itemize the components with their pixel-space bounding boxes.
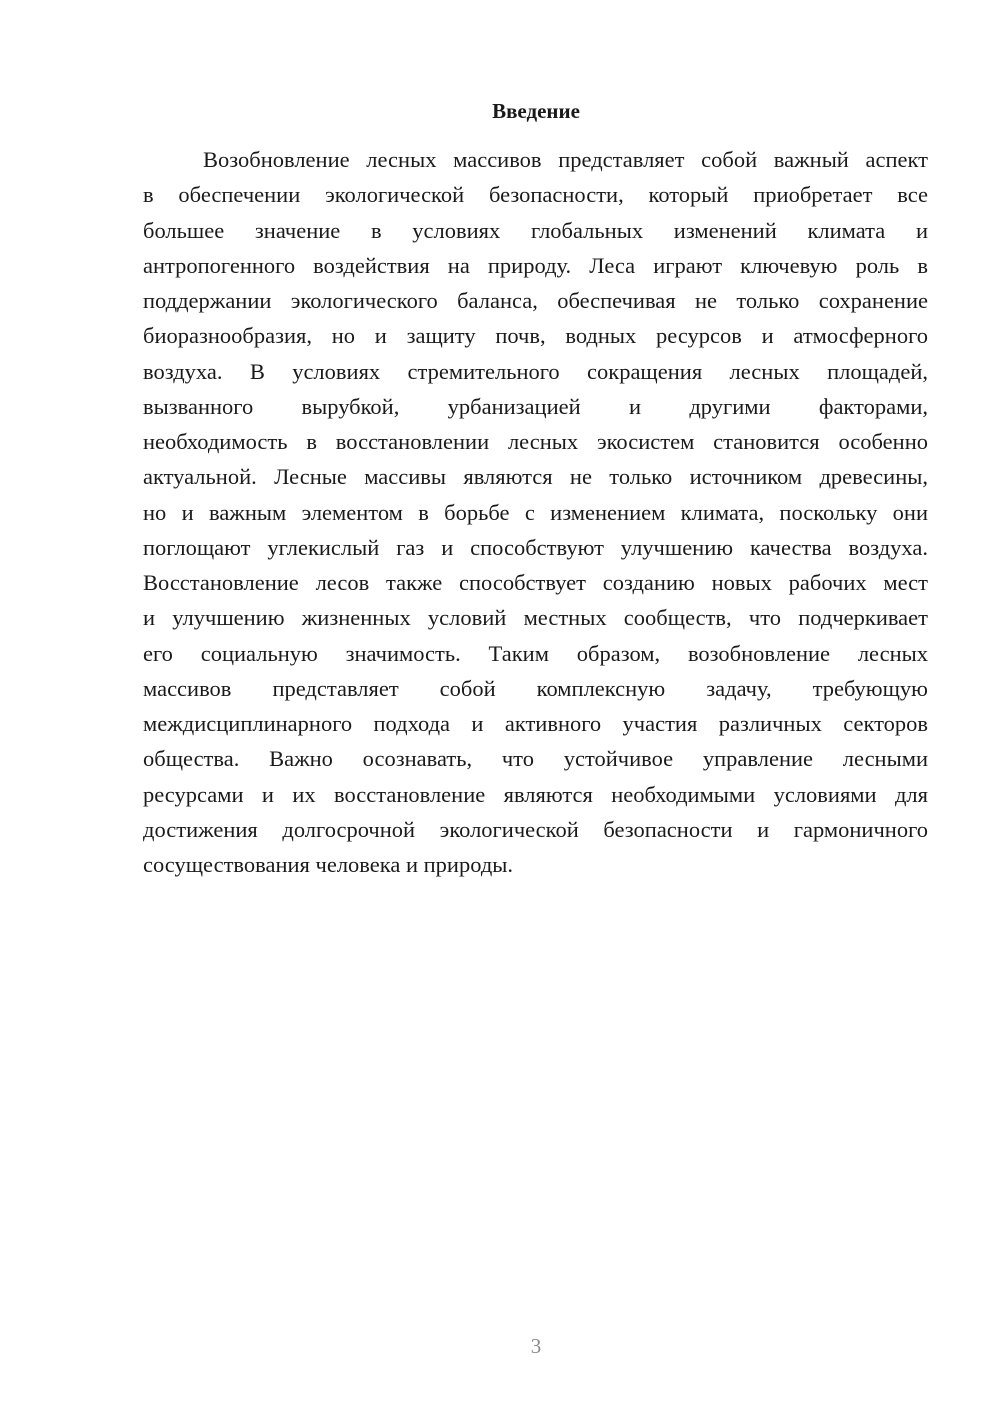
paragraph-line: Возобновление лесных массивов представляет собой важный аспект	[203, 147, 928, 172]
paragraph-line: достижения долгосрочной экологической безопасности и гармоничного	[143, 816, 928, 842]
paragraph-line: биоразнообразия, но и защиту почв, водных ресурсов и атмосферного	[143, 323, 928, 349]
paragraph-line: междисциплинарного подхода и активного участия различных секторов	[143, 711, 928, 736]
paragraph-line: массивов представляет собой комплексную задачу, требующую	[143, 675, 928, 701]
paragraph-line: вызванного вырубкой, урбанизацией и другими факторами,	[143, 393, 928, 419]
paragraph-line: поглощают углекислый газ и способствуют улучшению качества воздуха.	[143, 534, 928, 560]
body-paragraph	[143, 142, 928, 882]
paragraph-line: Восстановление лесов также способствует созданию новых рабочих мест	[143, 570, 928, 595]
paragraph-line: поддержании экологического баланса, обеспечивая не только сохранение	[143, 288, 928, 313]
paragraph-line: его социальную значимость. Таким образом, возобновление лесных	[143, 640, 928, 666]
paragraph-line: ресурсами и их восстановление являются необходимыми условиями для	[143, 781, 928, 807]
page-number: 3	[530, 1334, 542, 1358]
paragraph-line: необходимость в восстановлении лесных экосистем становится особенно	[143, 429, 928, 454]
paragraph-line: антропогенного воздействия на природу. Леса играют ключевую роль в	[143, 252, 928, 278]
paragraph-line: и улучшению жизненных условий местных сообществ, что подчеркивает	[143, 605, 928, 631]
paragraph-line: в обеспечении экологической безопасности, который приобретает все	[143, 182, 928, 208]
paragraph-line: большее значение в условиях глобальных изменений климата и	[143, 217, 928, 243]
paragraph-line: общества. Важно осознавать, что устойчивое управление лесными	[143, 746, 928, 772]
paragraph-line: но и важным элементом в борьбе с изменением климата, поскольку они	[143, 499, 928, 525]
paragraph-line: сосуществования человека и природы.	[143, 852, 514, 877]
paragraph-line: воздуха. В условиях стремительного сокращения лесных площадей,	[143, 358, 928, 384]
paragraph-line: актуальной. Лесные массивы являются не только источником древесины,	[143, 464, 928, 490]
section-heading: Введение	[492, 99, 580, 123]
